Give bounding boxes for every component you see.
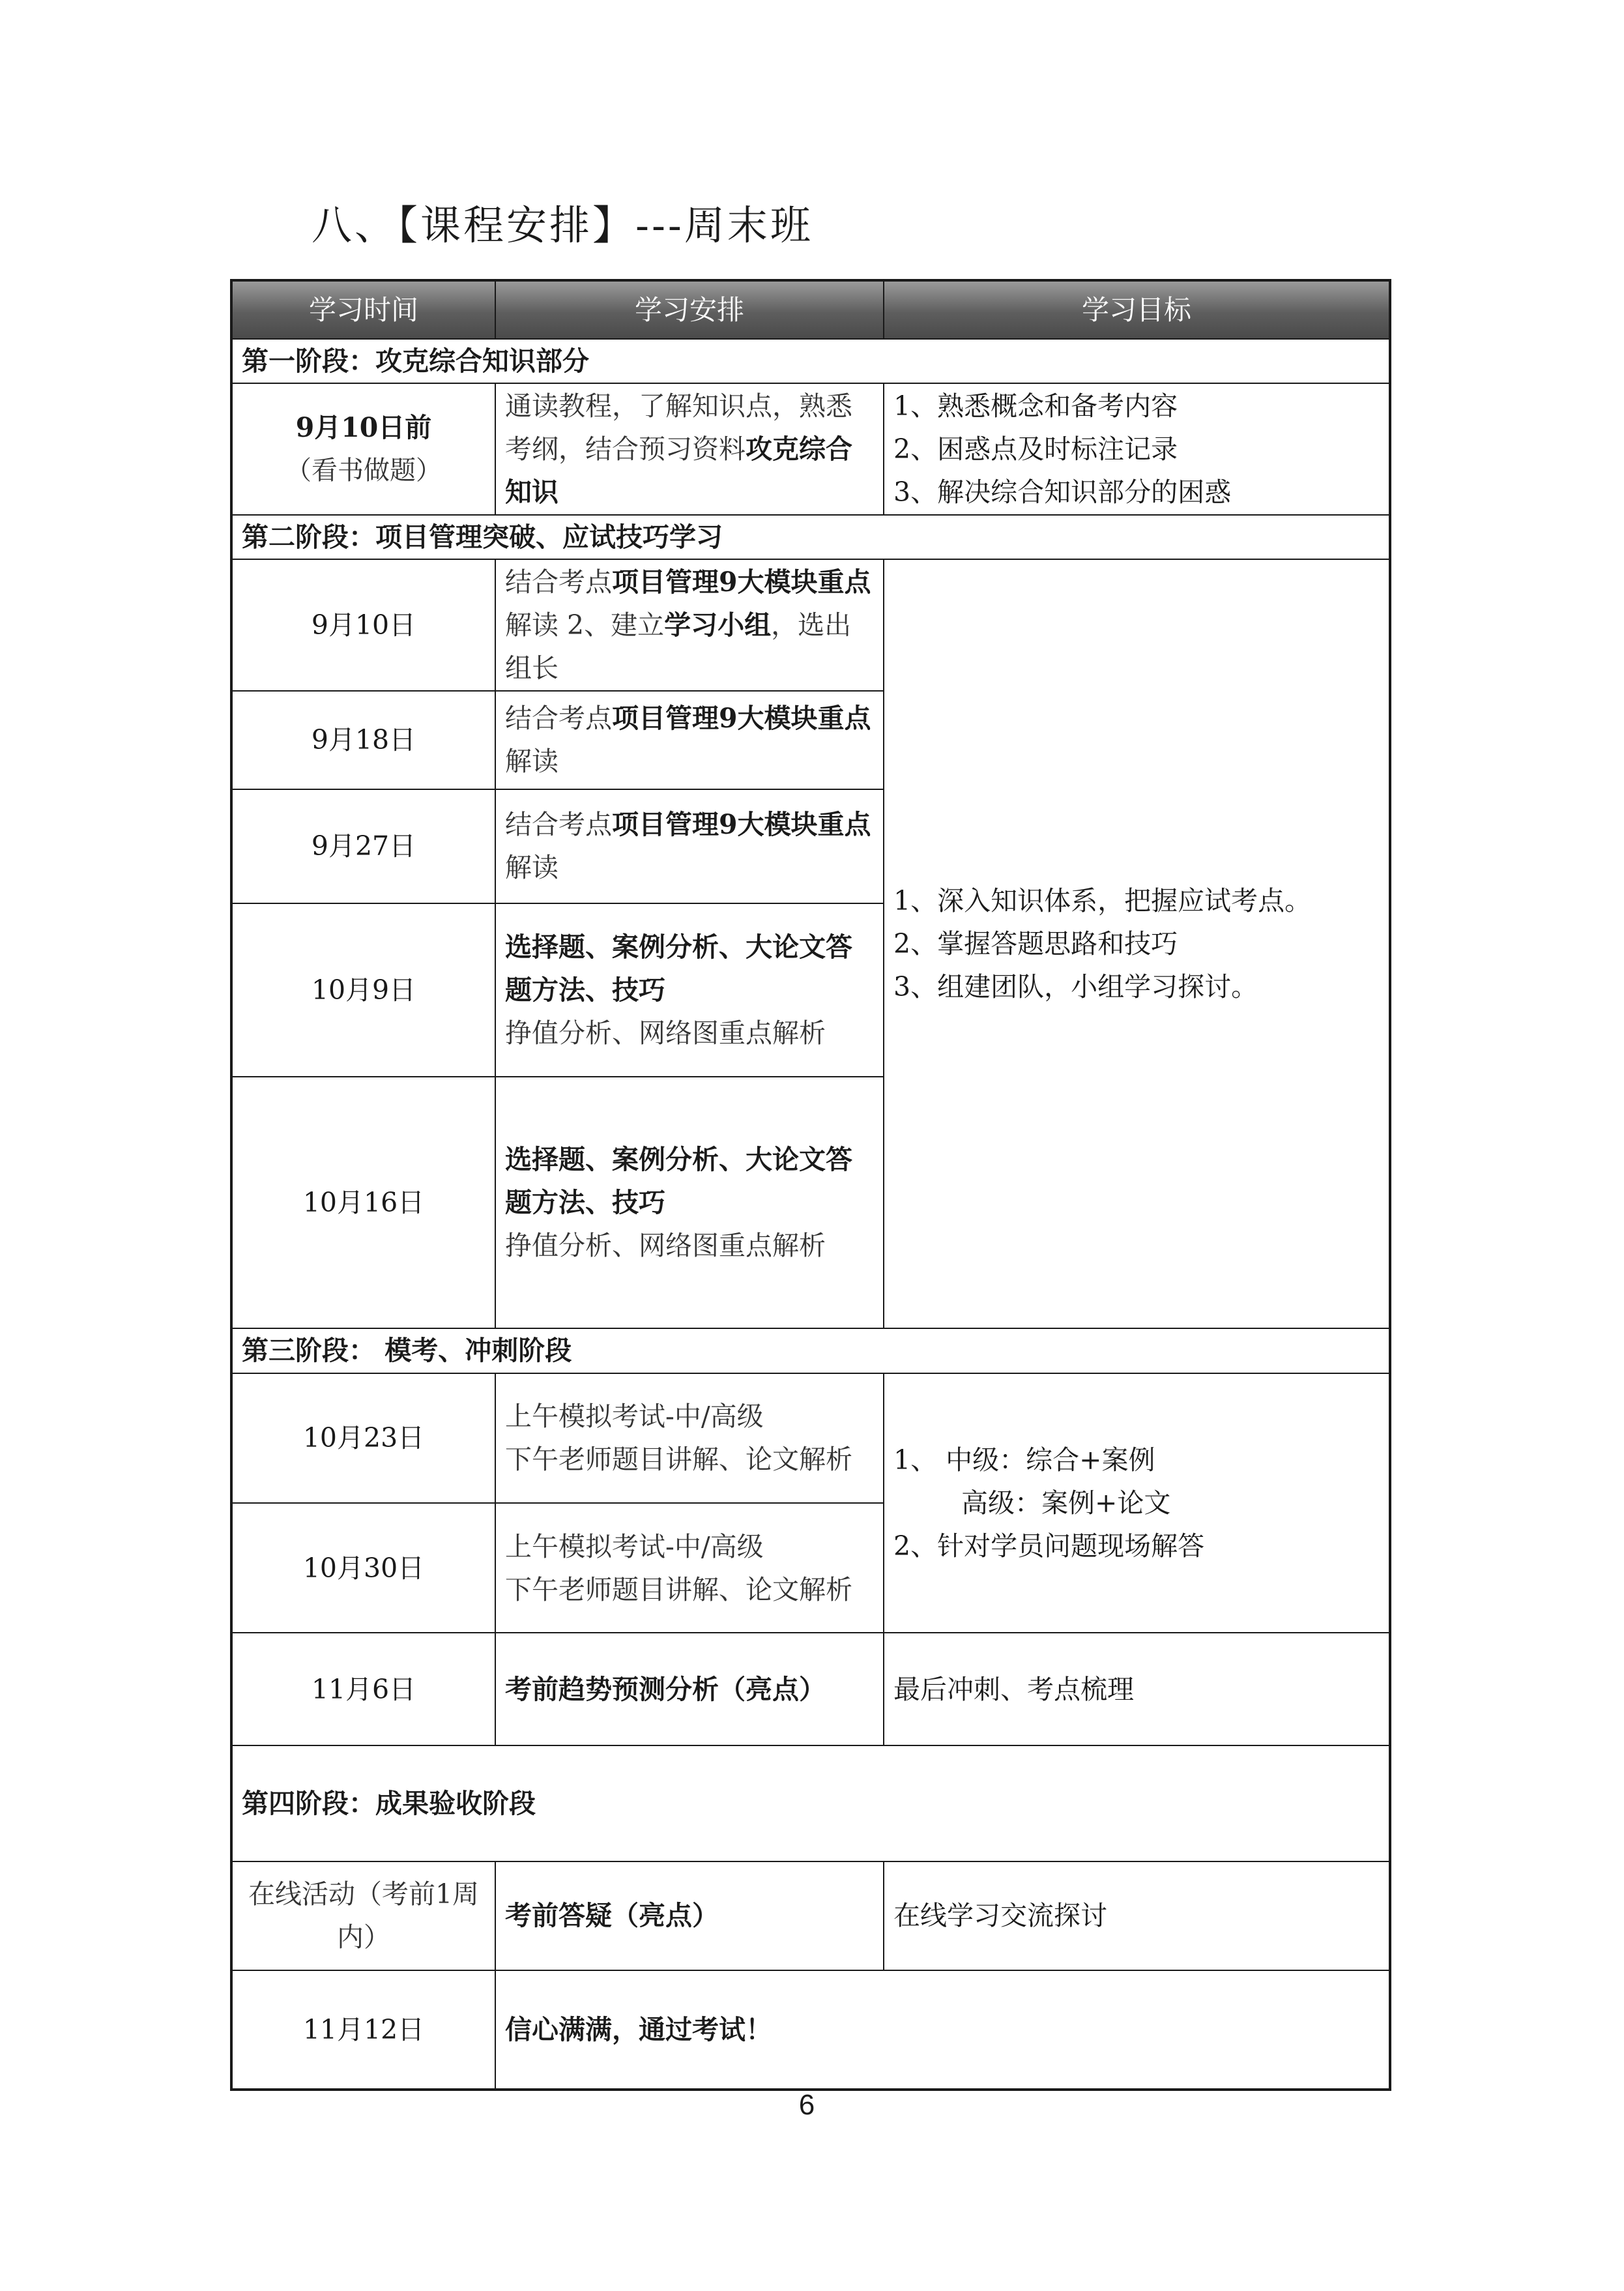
plan-cell	[495, 1503, 884, 1633]
section-title: 八、【课程安排】---周末班	[312, 201, 813, 249]
plan-bold: 项目管理9大模块重点	[612, 566, 871, 598]
header-time: 学习时间	[231, 280, 495, 339]
plan-bold: 学习小组	[664, 609, 772, 641]
time-cell: 10月16日	[231, 1077, 495, 1329]
plan-text: 上午模拟考试-中/高级	[505, 1401, 764, 1433]
plan-cell	[495, 1077, 884, 1329]
time-cell: 10月9日	[231, 903, 495, 1077]
plan-bold: 选择题、案例分析、大论文答题方法、技巧	[505, 1143, 852, 1218]
goal-item: 2、掌握答题思路和技巧	[893, 928, 1178, 960]
phase1-label: 第一阶段：攻克综合知识部分	[231, 339, 1390, 383]
time-cell: 11月12日	[231, 1970, 495, 2090]
phase-row	[231, 1328, 1390, 1373]
table-row	[231, 1861, 1390, 1970]
phase3-label: 第三阶段： 模考、冲刺阶段	[231, 1328, 1390, 1373]
goal-item: 高级：案例+论文	[961, 1487, 1171, 1519]
plan-bold: 信心满满，通过考试！	[505, 2013, 772, 2045]
time-cell	[231, 383, 495, 514]
phase2-label: 第二阶段：项目管理突破、应试技巧学习	[231, 515, 1390, 559]
goal-item: 1、熟悉概念和备考内容	[893, 390, 1178, 422]
plan-text: 解读 2、建立	[505, 609, 665, 641]
time-cell: 9月18日	[231, 691, 495, 789]
table-row	[231, 1633, 1390, 1745]
plan-text: 结合考点	[505, 809, 612, 841]
goal-item: 2、困惑点及时标注记录	[893, 433, 1178, 465]
header-goal: 学习目标	[884, 280, 1390, 339]
plan-text: 下午老师题目讲解、论文解析	[505, 1444, 852, 1476]
plan-bold: 攻克综合知识	[505, 433, 852, 508]
time-cell: 9月27日	[231, 789, 495, 903]
plan-text: ，选出组长	[505, 609, 852, 684]
plan-text: 下午老师题目讲解、论文解析	[505, 1573, 852, 1605]
header-plan: 学习安排	[495, 280, 884, 339]
table-header-row	[231, 280, 1390, 339]
plan-cell	[495, 559, 884, 690]
plan-cell	[495, 383, 884, 514]
plan-cell	[495, 1970, 1390, 2090]
table-row	[231, 383, 1390, 514]
plan-cell	[495, 1633, 884, 1745]
goal-cell	[884, 383, 1390, 514]
time-value: 9月10日前	[295, 412, 432, 444]
plan-cell	[495, 1373, 884, 1503]
goal-item: 1、 中级：综合+案例	[893, 1444, 1155, 1476]
table-row	[231, 1373, 1390, 1503]
plan-cell	[495, 1861, 884, 1970]
time-cell: 10月30日	[231, 1503, 495, 1633]
table-row	[231, 559, 1390, 690]
page-number: 6	[798, 2089, 815, 2121]
plan-text: 解读	[505, 746, 558, 778]
plan-text: 通读教程，了解知识点，熟悉考纲，结合预习资料	[505, 390, 852, 465]
plan-text: 上午模拟考试-中/高级	[505, 1530, 764, 1562]
phase-row	[231, 339, 1390, 383]
goal-item: 3、解决综合知识部分的困惑	[893, 476, 1232, 508]
phase4-label: 第四阶段：成果验收阶段	[231, 1745, 1390, 1861]
plan-cell	[495, 903, 884, 1077]
table-row	[231, 1970, 1390, 2090]
goal-cell	[884, 1373, 1390, 1633]
phase-row	[231, 1745, 1390, 1861]
time-cell: 在线活动（考前1周内）	[231, 1861, 495, 1970]
goal-cell: 最后冲刺、考点梳理	[884, 1633, 1390, 1745]
goal-item: 1、深入知识体系，把握应试考点。	[893, 885, 1312, 917]
time-cell: 10月23日	[231, 1373, 495, 1503]
plan-bold: 考前答疑（亮点）	[505, 1900, 719, 1932]
goal-cell	[884, 559, 1390, 1328]
goal-cell: 在线学习交流探讨	[884, 1861, 1390, 1970]
time-cell: 9月10日	[231, 559, 495, 690]
time-note: （看书做题）	[285, 456, 442, 486]
goal-item: 2、针对学员问题现场解答	[893, 1530, 1205, 1562]
plan-cell	[495, 789, 884, 903]
goal-item: 3、组建团队，小组学习探讨。	[893, 971, 1258, 1003]
time-cell: 11月6日	[231, 1633, 495, 1745]
plan-bold: 项目管理9大模块重点	[612, 809, 871, 841]
plan-text: 结合考点	[505, 703, 612, 735]
plan-bold: 选择题、案例分析、大论文答题方法、技巧	[505, 931, 852, 1006]
plan-bold: 考前趋势预测分析（亮点）	[505, 1673, 826, 1705]
plan-text: 解读	[505, 852, 558, 884]
phase-row	[231, 515, 1390, 559]
plan-text: 结合考点	[505, 566, 612, 598]
plan-cell	[495, 691, 884, 789]
plan-text: 挣值分析、网络图重点解析	[505, 1017, 826, 1049]
schedule-table	[230, 279, 1391, 2091]
plan-bold: 项目管理9大模块重点	[612, 703, 871, 735]
plan-text: 挣值分析、网络图重点解析	[505, 1229, 826, 1261]
